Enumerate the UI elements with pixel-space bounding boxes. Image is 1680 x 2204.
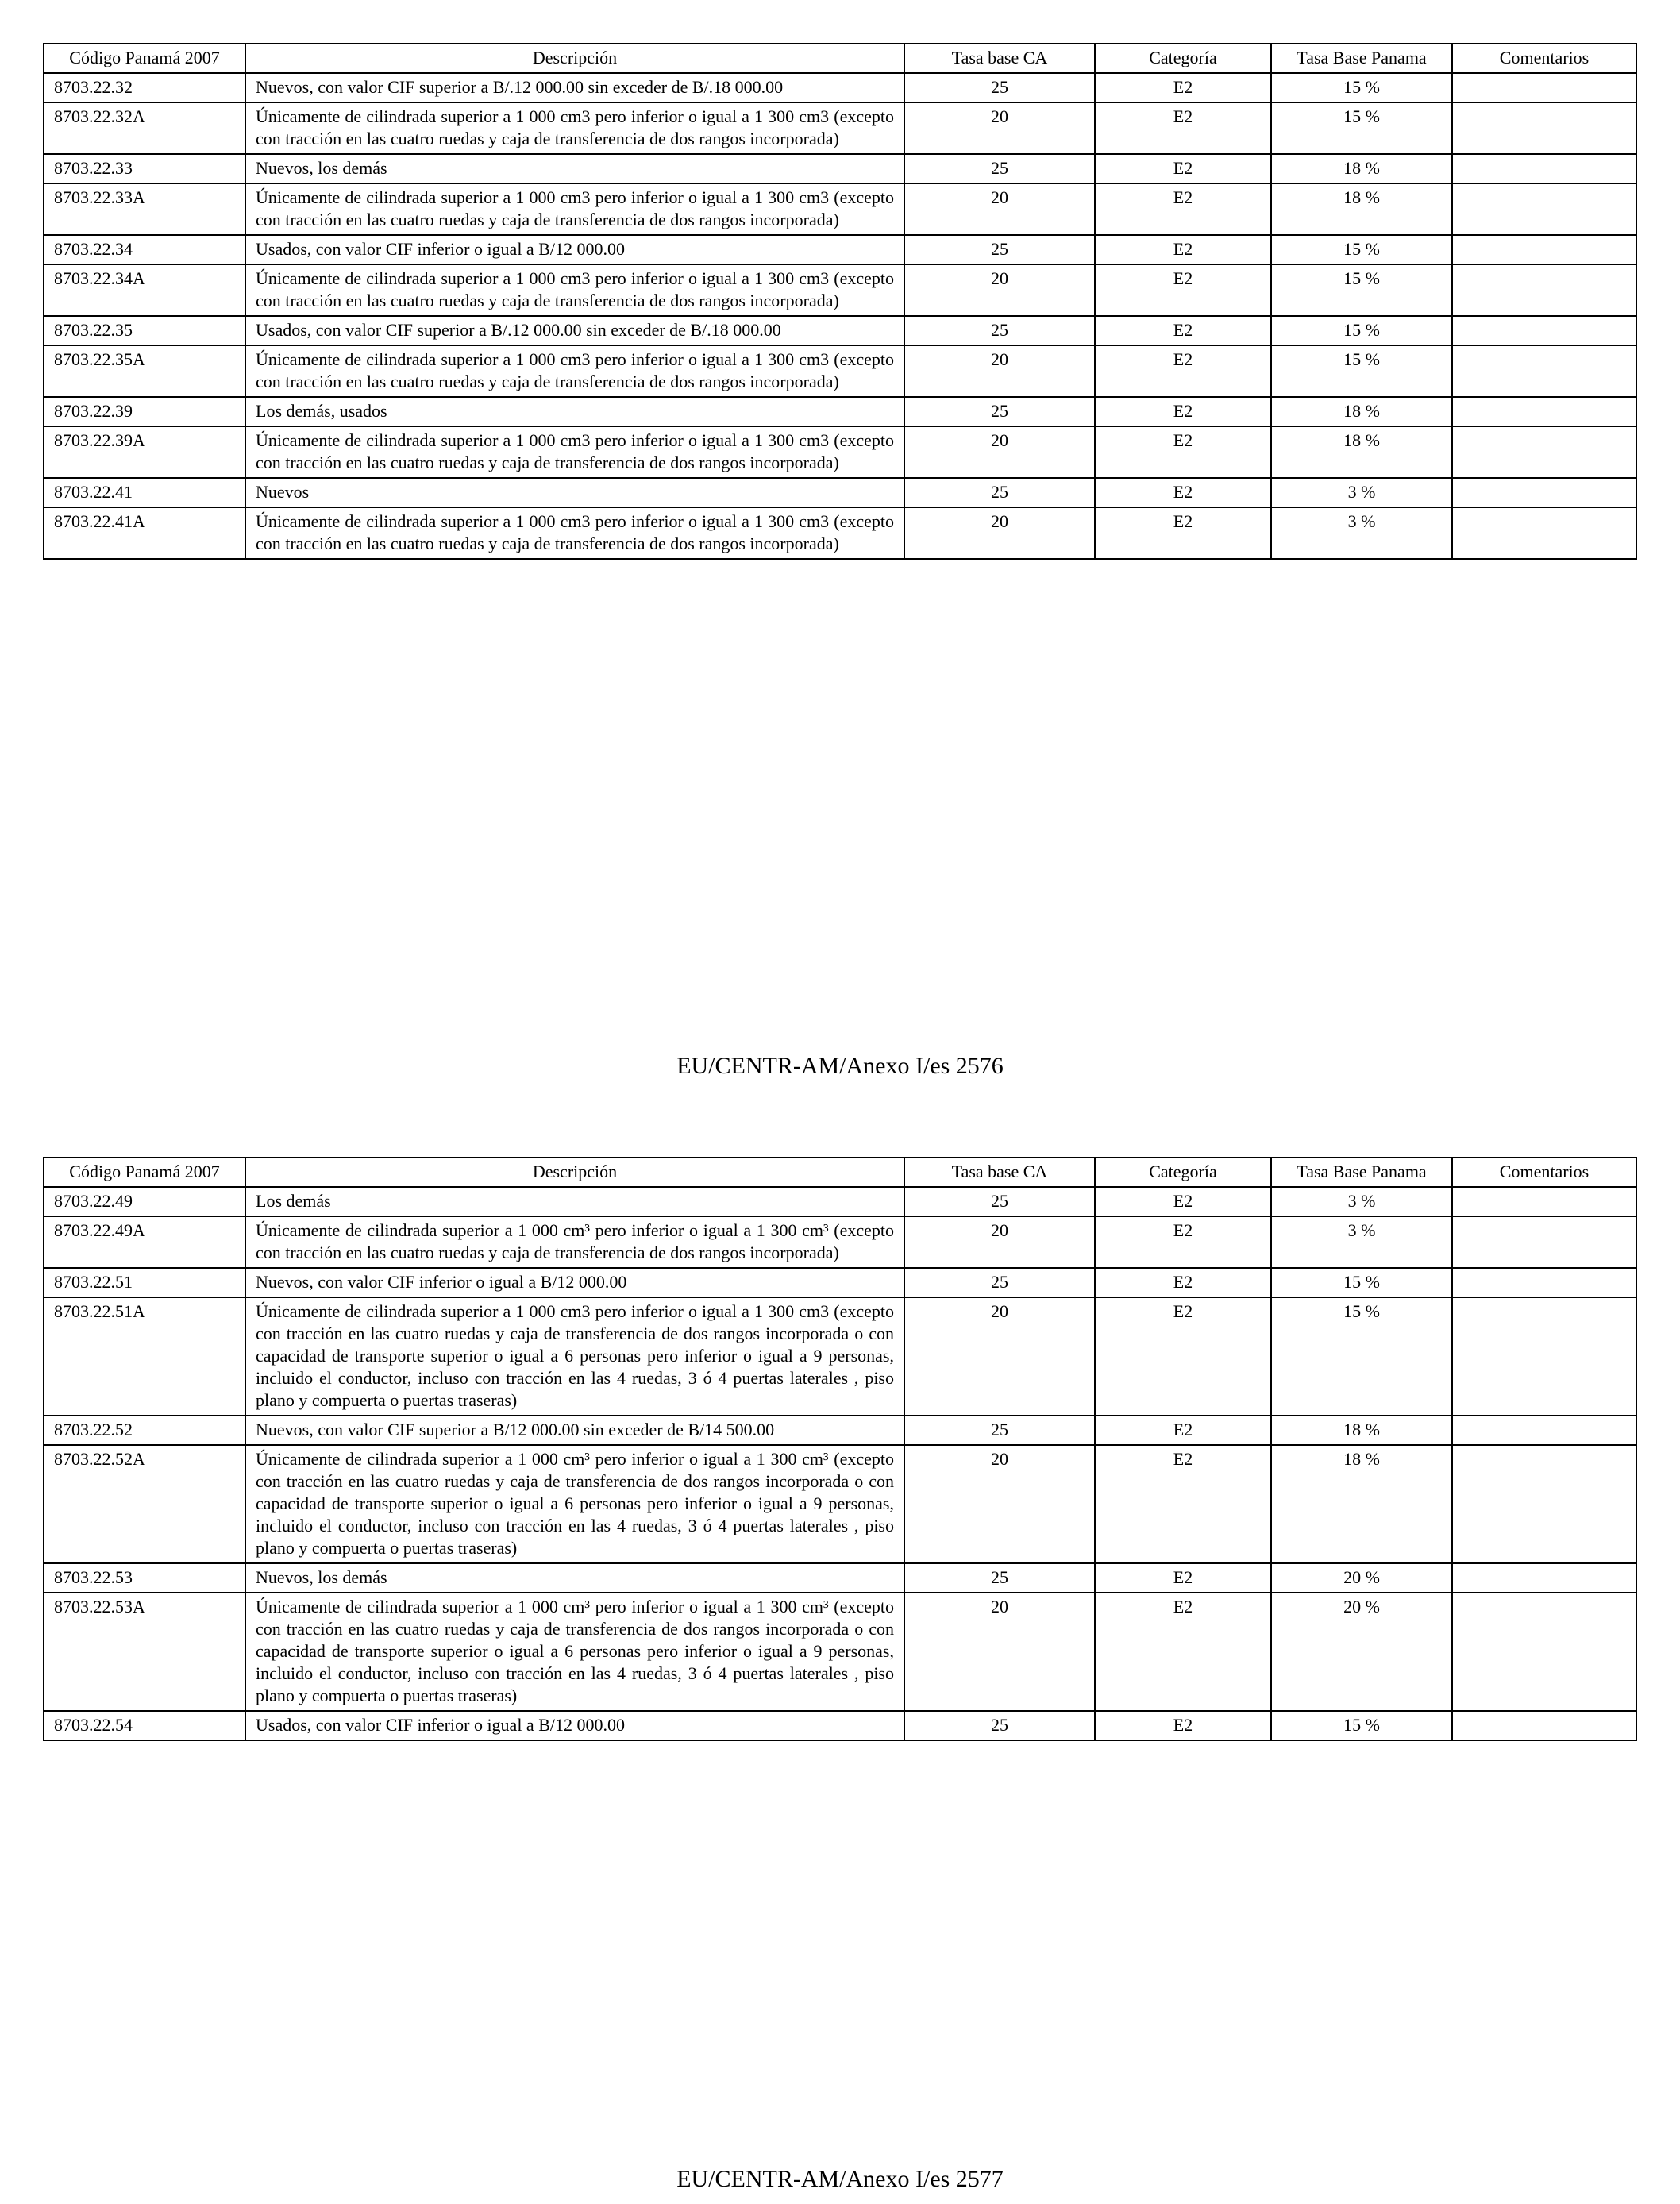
table-row [44, 345, 1636, 397]
table-row [44, 1297, 1636, 1416]
cell-rate-panama: 18 % [1271, 426, 1452, 478]
cell-rate-ca: 20 [904, 1297, 1095, 1416]
table-row [44, 264, 1636, 316]
cell-description: Nuevos, con valor CIF inferior o igual a B/12 000.00 [245, 1268, 904, 1297]
table-row [44, 102, 1636, 154]
cell-code: 8703.22.53 [44, 1563, 245, 1593]
table-header-row [44, 1158, 1636, 1187]
cell-comments [1452, 507, 1636, 559]
cell-category: E2 [1095, 1445, 1271, 1563]
cell-rate-panama: 15 % [1271, 1711, 1452, 1740]
cell-rate-panama: 18 % [1271, 397, 1452, 426]
table-row [44, 426, 1636, 478]
cell-description: Nuevos, los demás [245, 1563, 904, 1593]
cell-description: Únicamente de cilindrada superior a 1 000 cm3 pero inferior o igual a 1 300 cm3 (excepto con tracción en las cuatro ruedas y caja de transferencia de dos rangos incorporada) [245, 183, 904, 235]
cell-comments [1452, 1416, 1636, 1445]
cell-rate-panama: 18 % [1271, 154, 1452, 183]
cell-rate-panama: 15 % [1271, 235, 1452, 264]
cell-description: Nuevos, con valor CIF superior a B/12 000.00 sin exceder de B/14 500.00 [245, 1416, 904, 1445]
cell-comments [1452, 1593, 1636, 1711]
cell-code: 8703.22.34A [44, 264, 245, 316]
cell-comments [1452, 1445, 1636, 1563]
cell-comments [1452, 1297, 1636, 1416]
cell-rate-ca: 20 [904, 102, 1095, 154]
cell-comments [1452, 345, 1636, 397]
cell-category: E2 [1095, 264, 1271, 316]
cell-rate-ca: 20 [904, 1593, 1095, 1711]
cell-comments [1452, 154, 1636, 183]
header-rate-ca: Tasa base CA [904, 44, 1095, 73]
cell-rate-ca: 20 [904, 264, 1095, 316]
cell-rate-panama: 15 % [1271, 345, 1452, 397]
cell-rate-ca: 25 [904, 235, 1095, 264]
cell-code: 8703.22.34 [44, 235, 245, 264]
cell-code: 8703.22.33 [44, 154, 245, 183]
cell-category: E2 [1095, 235, 1271, 264]
header-code: Código Panamá 2007 [44, 44, 245, 73]
header-comments: Comentarios [1452, 1158, 1636, 1187]
cell-description: Usados, con valor CIF superior a B/.12 000.00 sin exceder de B/.18 000.00 [245, 316, 904, 345]
table-row [44, 1268, 1636, 1297]
table-row [44, 73, 1636, 102]
cell-code: 8703.22.39A [44, 426, 245, 478]
cell-category: E2 [1095, 316, 1271, 345]
cell-code: 8703.22.53A [44, 1593, 245, 1711]
cell-rate-panama: 3 % [1271, 478, 1452, 507]
cell-code: 8703.22.49 [44, 1187, 245, 1216]
table-row [44, 183, 1636, 235]
cell-description: Nuevos, los demás [245, 154, 904, 183]
cell-comments [1452, 478, 1636, 507]
cell-rate-ca: 20 [904, 507, 1095, 559]
table-row [44, 1445, 1636, 1563]
table-row [44, 316, 1636, 345]
header-comments: Comentarios [1452, 44, 1636, 73]
cell-rate-ca: 25 [904, 154, 1095, 183]
cell-code: 8703.22.51A [44, 1297, 245, 1416]
cell-code: 8703.22.32A [44, 102, 245, 154]
cell-rate-ca: 25 [904, 73, 1095, 102]
cell-comments [1452, 1216, 1636, 1268]
header-category: Categoría [1095, 44, 1271, 73]
cell-category: E2 [1095, 73, 1271, 102]
table-row [44, 154, 1636, 183]
cell-rate-panama: 15 % [1271, 73, 1452, 102]
cell-rate-panama: 15 % [1271, 1297, 1452, 1416]
cell-code: 8703.22.41 [44, 478, 245, 507]
cell-rate-ca: 20 [904, 426, 1095, 478]
cell-rate-ca: 20 [904, 1216, 1095, 1268]
table-row [44, 1711, 1636, 1740]
cell-rate-panama: 15 % [1271, 102, 1452, 154]
page-footer: EU/CENTR-AM/Anexo I/es 2577 [676, 2166, 1004, 2192]
cell-comments [1452, 1187, 1636, 1216]
cell-rate-ca: 20 [904, 345, 1095, 397]
cell-description: Usados, con valor CIF inferior o igual a B/12 000.00 [245, 235, 904, 264]
header-rate-panama: Tasa Base Panama [1271, 44, 1452, 73]
cell-category: E2 [1095, 507, 1271, 559]
cell-code: 8703.22.51 [44, 1268, 245, 1297]
tariff-table [43, 43, 1637, 560]
cell-rate-ca: 25 [904, 397, 1095, 426]
cell-comments [1452, 264, 1636, 316]
cell-category: E2 [1095, 1711, 1271, 1740]
cell-category: E2 [1095, 426, 1271, 478]
table-row [44, 478, 1636, 507]
cell-rate-ca: 20 [904, 1445, 1095, 1563]
cell-description: Únicamente de cilindrada superior a 1 000 cm3 pero inferior o igual a 1 300 cm3 (excepto con tracción en las cuatro ruedas y caja de transferencia de dos rangos incorporada) [245, 102, 904, 154]
cell-category: E2 [1095, 1216, 1271, 1268]
cell-code: 8703.22.33A [44, 183, 245, 235]
cell-rate-ca: 20 [904, 183, 1095, 235]
cell-rate-ca: 25 [904, 316, 1095, 345]
table-row [44, 507, 1636, 559]
cell-code: 8703.22.52 [44, 1416, 245, 1445]
cell-rate-panama: 3 % [1271, 507, 1452, 559]
cell-comments [1452, 1711, 1636, 1740]
header-rate-ca: Tasa base CA [904, 1158, 1095, 1187]
cell-category: E2 [1095, 1416, 1271, 1445]
table-row [44, 1187, 1636, 1216]
cell-description: Nuevos [245, 478, 904, 507]
cell-rate-panama: 15 % [1271, 1268, 1452, 1297]
header-description: Descripción [245, 1158, 904, 1187]
cell-comments [1452, 426, 1636, 478]
cell-comments [1452, 73, 1636, 102]
cell-rate-ca: 25 [904, 1711, 1095, 1740]
cell-category: E2 [1095, 345, 1271, 397]
cell-category: E2 [1095, 1297, 1271, 1416]
cell-rate-panama: 3 % [1271, 1187, 1452, 1216]
table-row [44, 235, 1636, 264]
cell-description: Únicamente de cilindrada superior a 1 000 cm3 pero inferior o igual a 1 300 cm3 (excepto con tracción en las cuatro ruedas y caja de transferencia de dos rangos incorporada) [245, 426, 904, 478]
header-category: Categoría [1095, 1158, 1271, 1187]
cell-description: Únicamente de cilindrada superior a 1 000 cm³ pero inferior o igual a 1 300 cm³ (excepto con tracción en las cuatro ruedas y caja de transferencia de dos rangos incorporada) [245, 1216, 904, 1268]
table-header-row [44, 44, 1636, 73]
cell-description: Únicamente de cilindrada superior a 1 000 cm³ pero inferior o igual a 1 300 cm³ (excepto con tracción en las cuatro ruedas y caja de transferencia de dos rangos incorporada o con capacidad de transporte superior o igual a 6 personas pero inferior o igual a 9 personas, incluido el conductor, incluso con tracción en las 4 ruedas, 3 ó 4 puertas laterales , piso plano y compuerta o puertas traseras) [245, 1445, 904, 1563]
cell-description: Únicamente de cilindrada superior a 1 000 cm3 pero inferior o igual a 1 300 cm3 (excepto con tracción en las cuatro ruedas y caja de transferencia de dos rangos incorporada) [245, 345, 904, 397]
cell-category: E2 [1095, 478, 1271, 507]
cell-rate-panama: 15 % [1271, 316, 1452, 345]
cell-comments [1452, 235, 1636, 264]
cell-rate-panama: 18 % [1271, 1416, 1452, 1445]
table-row [44, 397, 1636, 426]
cell-category: E2 [1095, 154, 1271, 183]
cell-code: 8703.22.49A [44, 1216, 245, 1268]
cell-description: Los demás [245, 1187, 904, 1216]
cell-code: 8703.22.39 [44, 397, 245, 426]
cell-code: 8703.22.54 [44, 1711, 245, 1740]
cell-code: 8703.22.35 [44, 316, 245, 345]
cell-description: Únicamente de cilindrada superior a 1 000 cm3 pero inferior o igual a 1 300 cm3 (excepto con tracción en las cuatro ruedas y caja de transferencia de dos rangos incorporada) [245, 264, 904, 316]
cell-rate-panama: 20 % [1271, 1563, 1452, 1593]
cell-rate-panama: 20 % [1271, 1593, 1452, 1711]
cell-category: E2 [1095, 1187, 1271, 1216]
header-code: Código Panamá 2007 [44, 1158, 245, 1187]
cell-comments [1452, 102, 1636, 154]
cell-rate-panama: 18 % [1271, 183, 1452, 235]
cell-rate-panama: 15 % [1271, 264, 1452, 316]
cell-rate-ca: 25 [904, 478, 1095, 507]
tariff-table [43, 1157, 1637, 1741]
cell-comments [1452, 316, 1636, 345]
cell-description: Los demás, usados [245, 397, 904, 426]
table-row [44, 1593, 1636, 1711]
table-row [44, 1563, 1636, 1593]
cell-code: 8703.22.32 [44, 73, 245, 102]
cell-code: 8703.22.41A [44, 507, 245, 559]
cell-comments [1452, 1563, 1636, 1593]
cell-code: 8703.22.35A [44, 345, 245, 397]
cell-rate-ca: 25 [904, 1416, 1095, 1445]
header-rate-panama: Tasa Base Panama [1271, 1158, 1452, 1187]
cell-rate-ca: 25 [904, 1187, 1095, 1216]
cell-comments [1452, 397, 1636, 426]
cell-description: Únicamente de cilindrada superior a 1 000 cm3 pero inferior o igual a 1 300 cm3 (excepto con tracción en las cuatro ruedas y caja de transferencia de dos rangos incorporada o con capacidad de transporte superior o igual a 6 personas pero inferior o igual a 9 personas, incluido el conductor, incluso con tracción en las 4 ruedas, 3 ó 4 puertas laterales , piso plano y compuerta o puertas traseras) [245, 1297, 904, 1416]
table-row [44, 1216, 1636, 1268]
cell-comments [1452, 1268, 1636, 1297]
cell-category: E2 [1095, 1593, 1271, 1711]
cell-category: E2 [1095, 102, 1271, 154]
cell-description: Nuevos, con valor CIF superior a B/.12 000.00 sin exceder de B/.18 000.00 [245, 73, 904, 102]
cell-category: E2 [1095, 397, 1271, 426]
cell-description: Usados, con valor CIF inferior o igual a B/12 000.00 [245, 1711, 904, 1740]
cell-category: E2 [1095, 1268, 1271, 1297]
cell-code: 8703.22.52A [44, 1445, 245, 1563]
cell-category: E2 [1095, 1563, 1271, 1593]
cell-description: Únicamente de cilindrada superior a 1 000 cm³ pero inferior o igual a 1 300 cm³ (excepto con tracción en las cuatro ruedas y caja de transferencia de dos rangos incorporada o con capacidad de transporte superior o igual a 6 personas pero inferior o igual a 9 personas, incluido el conductor, incluso con tracción en las 4 ruedas, 3 ó 4 puertas laterales , piso plano y compuerta o puertas traseras) [245, 1593, 904, 1711]
cell-category: E2 [1095, 183, 1271, 235]
cell-rate-panama: 3 % [1271, 1216, 1452, 1268]
cell-rate-ca: 25 [904, 1563, 1095, 1593]
cell-comments [1452, 183, 1636, 235]
cell-description: Únicamente de cilindrada superior a 1 000 cm3 pero inferior o igual a 1 300 cm3 (excepto con tracción en las cuatro ruedas y caja de transferencia de dos rangos incorporada) [245, 507, 904, 559]
cell-rate-ca: 25 [904, 1268, 1095, 1297]
cell-rate-panama: 18 % [1271, 1445, 1452, 1563]
header-description: Descripción [245, 44, 904, 73]
table-row [44, 1416, 1636, 1445]
page-footer: EU/CENTR-AM/Anexo I/es 2576 [676, 1053, 1004, 1079]
